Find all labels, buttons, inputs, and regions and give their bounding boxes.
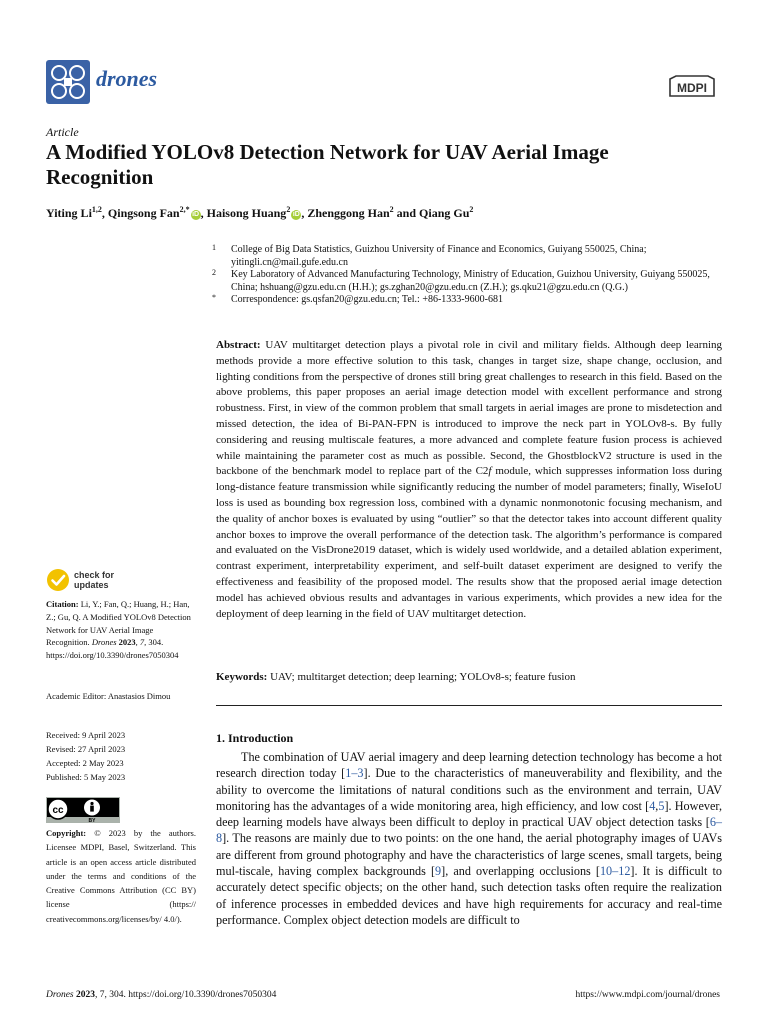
affiliation-item (212, 269, 722, 294)
svg-text:cc: cc (52, 805, 64, 816)
orcid-icon[interactable]: iD (292, 211, 300, 218)
journal-name: drones (96, 66, 158, 91)
citation-link[interactable]: 6–8 (216, 815, 722, 846)
citation-year: 2023 (116, 637, 136, 648)
author-separator: , (200, 206, 207, 220)
author-affiliation-mark: 2 (286, 205, 291, 214)
check-for-updates-label-2: updates (74, 580, 109, 590)
author-list (46, 205, 473, 221)
footer-doi: , 7, 304. https://doi.org/10.3390/drones7050304 (95, 990, 277, 1000)
section-heading-introduction: 1. Introduction (216, 731, 294, 745)
author-separator: and (393, 206, 420, 220)
revised-date: Revised: 27 April 2023 (46, 744, 126, 754)
affiliation-item (212, 294, 722, 307)
abstract-italic-f: f (488, 465, 492, 478)
cc-by-license-icon[interactable] (46, 797, 120, 823)
author-affiliation-mark: 2 (469, 205, 474, 214)
affiliations (212, 244, 722, 307)
affiliation-mark: * (212, 293, 216, 302)
abstract-text-continued: module, which suppresses information loss during long-distance feature transmission while significantly reducing the number of model parameters; finally, WiseIoU loss is used as bounding box regression loss, combined with a dynamic nonmonotonic focusing mechanism, and the quality of anchor boxes is evaluated by using “outlier” so that the detector takes into account different quality anchor boxes to improve the overall performance of the detection task. The algorithm’s performance is compared and evaluated on the VisDrone2019 dataset, which is widely used worldwide, and a detailed ablation experiment, contrast experiment, interpretability experiment, and self-built dataset experiment are designed to verify the effectiveness and feasibility of the proposed model. The results show that the proposed aerial image detection model has achieved obvious results and advantages in various experiments, which provides a new idea for the deployment of deep learning in the field of UAV multitarget detection. (216, 465, 722, 620)
check-for-updates-label: check for (74, 570, 115, 580)
footer-citation (46, 990, 276, 1000)
article-title: A Modified YOLOv8 Detection Network for UAV Aerial Image Recognition (46, 140, 609, 189)
introduction-text: ]. The reasons are mainly due to two points: on the one hand, the aerial photography images of UAVs are different from ground photography and have the characteristics of large scenes, small targets, being mul-tiscale, having complex backgrounds [ (216, 831, 722, 879)
published-date: Published: 5 May 2023 (46, 772, 126, 782)
introduction-text: ]. It is difficult to accurately detect specific objects; on the other hand, such detection tasks often require the realization of inference processes in embedded devices and have high requirements for accuracy and real-time performance. Complex object detection models are difficult to (216, 864, 722, 927)
citation-link[interactable]: 1–3 (345, 766, 364, 781)
copyright-notice (46, 826, 196, 926)
orcid-icon[interactable]: iD (192, 211, 200, 218)
author-affiliation-mark: 2,* (179, 205, 190, 214)
citation-doi: , 304. https://doi.org/10.3390/drones7050304 (46, 637, 179, 661)
check-for-updates-button[interactable] (46, 568, 166, 594)
abstract (216, 338, 722, 622)
svg-text:BY: BY (88, 818, 96, 823)
abstract-text: UAV multitarget detection plays a pivotal role in civil and military fields. Although deep learning methods provide a more effective solution to this task, changes in target size, shape change, occlusion, and lighting conditions from the perspective of drones still bring great challenges to research in this field. Based on the above problems, this paper proposes an aerial image detection model with excellent performance and strong robustness. First, in view of the common problem that small targets in aerial images are prone to misdetection and missed detection, the idea of Bi-PAN-FPN is introduced to improve the neck part in YOLOv8-s. By fully considering and reusing multiscale features, a more advanced and complete feature fusion process is achieved while maintaining the parameter cost as much as possible. Second, the GhostblockV2 structure is used in the backbone of the benchmark model to replace part of the C2 (216, 339, 723, 478)
affiliation-mark: 1 (212, 243, 216, 252)
author-affiliation-mark: 1,2 (91, 205, 102, 214)
citation-block (46, 598, 196, 662)
check-for-updates-icon (46, 568, 70, 592)
introduction-text: ]. Due to the characteristics of maneuverability and flexibility, and the ability to overcome the limitations of natural conditions such as the environment and terrain, UAV monitoring has the advantages of a wide monitoring area, high efficiency, and low cost [ (216, 766, 722, 813)
author-name[interactable]: Haisong Huang (206, 206, 287, 220)
introduction-text: ]. However, deep learning models have always been difficult to deploy in practical UAV object detection tasks [ (216, 798, 722, 830)
introduction-text: ], and overlapping occlusions [ (441, 864, 600, 879)
affiliation-text: Correspondence: gs.qsfan20@gzu.edu.cn; Tel.: +86-1333-9600-681 (231, 294, 503, 305)
introduction-text: The combination of UAV aerial imagery and deep learning detection technology has become a hot research direction today [ (216, 750, 722, 781)
author-name[interactable]: Yiting Li (46, 206, 92, 220)
citation-link[interactable]: 10–12 (599, 864, 631, 879)
received-date: Received: 9 April 2023 (46, 730, 126, 740)
affiliation-item (212, 244, 722, 269)
citation-label: Citation: (46, 599, 79, 609)
mdpi-logo-icon (666, 70, 718, 100)
citation-separator: , (135, 637, 140, 648)
publication-dates (46, 728, 196, 784)
keywords-text: UAV; multitarget detection; deep learning; YOLOv8-s; feature fusion (270, 671, 576, 683)
author-name[interactable]: Qingsong Fan (107, 206, 180, 220)
introduction-paragraph (216, 749, 722, 928)
citation-link[interactable]: 9 (435, 864, 442, 879)
article-type: Article (46, 125, 79, 139)
author-separator: , (301, 206, 308, 220)
drones-logo-icon (46, 60, 90, 104)
citation-text: Li, Y.; Fan, Q.; Huang, H.; Han, Z.; Gu, Q. A Modified YOLOv8 Detection Network for UAV Aerial Image Recognition. (46, 599, 191, 648)
keywords-label: Keywords: (216, 671, 268, 683)
citation-journal: Drones (91, 637, 117, 648)
affiliation-text: College of Big Data Statistics, Guizhou University of Finance and Economics, Guiyang 550025, China; yitingli.cn@mail.gufe.edu.cn (231, 244, 647, 268)
copyright-label: Copyright: (46, 828, 87, 838)
section-divider (216, 705, 722, 706)
citation-volume: 7 (139, 637, 145, 648)
keywords (216, 670, 722, 686)
introduction-text: , (655, 798, 659, 813)
author-name[interactable]: Zhenggong Han (307, 206, 390, 220)
academic-editor: Academic Editor: Anastasios Dimou (46, 691, 171, 701)
svg-text:MDPI: MDPI (677, 81, 707, 95)
author-name[interactable]: Qiang Gu (419, 206, 470, 220)
footer-journal-link[interactable]: https://www.mdpi.com/journal/drones (575, 990, 720, 1000)
footer-journal: Drones (46, 990, 74, 1000)
copyright-text: © 2023 by the authors. Licensee MDPI, Basel, Switzerland. This article is an open access article distributed under the terms and conditions of the Creative Commons Attribution (CC BY) license (https:// creativecommons.org/licenses/by/ 4.0/). (46, 828, 196, 924)
abstract-label: Abstract: (216, 339, 261, 351)
affiliation-text: Key Laboratory of Advanced Manufacturing Technology, Ministry of Education, Guizhou University, Guiyang 550025, China; hshuang@gzu.edu.cn (H.H.); gs.zghan20@gzu.edu.cn (Z.H.); gs.qku21@gzu.edu.cn (Q.G.) (231, 269, 710, 293)
citation-link[interactable]: 5 (658, 798, 665, 813)
author-separator: , (101, 206, 108, 220)
author-affiliation-mark: 2 (389, 205, 394, 214)
affiliation-mark: 2 (212, 268, 216, 277)
citation-link[interactable]: 4 (649, 798, 656, 813)
accepted-date: Accepted: 2 May 2023 (46, 758, 124, 768)
footer-year: 2023 (73, 990, 95, 1000)
